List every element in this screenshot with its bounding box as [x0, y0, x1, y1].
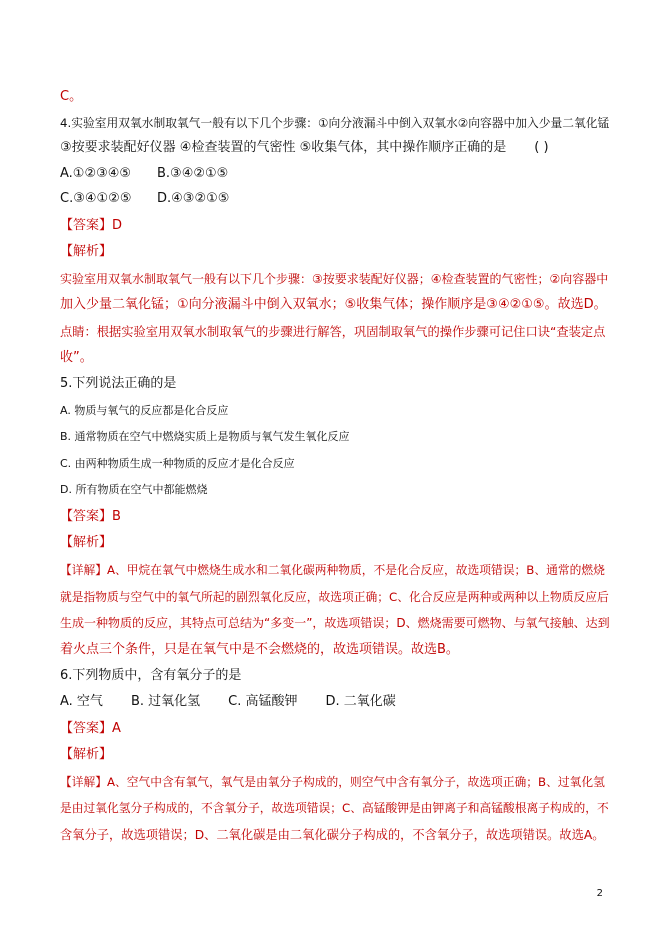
q6-detail-text1: A、空气中含有氧气，氧气是由氧分子构成的，则空气中含有氧分子，故选项正确；B、过氧化氢	[107, 775, 605, 789]
q4-stem-text: ③按要求装配好仪器 ④检查装置的气密性 ⑤收集气体，其中操作顺序正确的是	[60, 140, 507, 155]
q4-options-row2	[60, 190, 229, 208]
q4-tip-line1: 点睛：根据实验室用双氧水制取氧气的步骤进行解答，巩固制取氧气的操作步骤可记住口诀“查装定点	[60, 325, 606, 339]
q5-analysis-label: 【解析】	[60, 535, 113, 550]
q4-stem-line1: 4.实验室用双氧水制取氧气一般有以下几个步骤：①向分液漏斗中倒入双氧水②向容器中加入少量二氧化锰	[60, 116, 610, 130]
q6-options-row	[60, 693, 396, 711]
q5-option-b: B. 通常物质在空气中燃烧实质上是物质与氧气发生氧化反应	[60, 430, 350, 443]
q6-detail-line2: 是由过氧化氢分子构成的，不含氧分子，故选项错误；C、高锰酸钾是由钾离子和高锰酸根离子构成的，不	[60, 801, 609, 815]
q5-option-c: C. 由两种物质生成一种物质的反应才是化合反应	[60, 457, 295, 470]
q5-detail-line1	[60, 561, 605, 579]
q4-option-d: D.④③②①⑤	[157, 191, 230, 206]
q5-option-a: A. 物质与氧气的反应都是化合反应	[60, 404, 229, 417]
q5-detail-line2: 就是指物质与空气中的氧气所起的剧烈氧化反应，故选项正确；C、化合反应是两种或两种以上物质反应后	[60, 590, 609, 604]
q6-detail-line3: 含氧分子，故选项错误；D、二氧化碳是由二氧化碳分子构成的，不含氧分子，故选项错误。故选A。	[60, 828, 605, 842]
q4-analysis-line2: 加入少量二氧化锰；①向分液漏斗中倒入双氧水；⑤收集气体；操作顺序是③④②①⑤。故选D。	[60, 297, 607, 312]
q6-option-a: A. 空气	[60, 694, 103, 709]
q5-detail-text1: A、甲烷在氧气中燃烧生成水和二氧化碳两种物质，不是化合反应，故选项错误；B、通常的燃烧	[107, 563, 605, 577]
q6-detail-label: 【详解】	[60, 775, 107, 789]
q4-answer: 【答案】D	[60, 218, 123, 233]
q6-option-b: B. 过氧化氢	[130, 694, 201, 709]
q5-answer: 【答案】B	[60, 509, 121, 524]
q5-detail-label: 【详解】	[60, 563, 107, 577]
q5-stem: 5.下列说法正确的是	[60, 376, 177, 391]
q5-option-d: D. 所有物质在空气中都能燃烧	[60, 483, 208, 496]
q4-analysis-label: 【解析】	[60, 244, 113, 259]
q6-option-c: C. 高锰酸钾	[228, 694, 298, 709]
q4-answer-bracket: ( )	[534, 140, 549, 155]
q3-answer-tail: C。	[60, 89, 83, 104]
q4-tip-line2: 收”。	[60, 350, 93, 365]
q6-analysis-label: 【解析】	[60, 747, 113, 762]
q6-option-d: D. 二氧化碳	[325, 694, 396, 709]
q5-detail-line3: 生成一种物质的反应，其特点可总结为“多变一”，故选项错误；D、燃烧需要可燃物、与氧气接触、达到	[60, 616, 610, 630]
q4-options-row1	[60, 165, 228, 183]
q4-analysis-line1: 实验室用双氧水制取氧气一般有以下几个步骤：③按要求装配好仪器；④检查装置的气密性；②向容器中	[60, 272, 609, 286]
q5-detail-line4: 着火点三个条件，只是在氧气中是不会燃烧的，故选项错误。故选B。	[60, 642, 459, 657]
q6-answer: 【答案】A	[60, 721, 121, 736]
page-number: 2	[596, 888, 603, 899]
q6-stem: 6.下列物质中，含有氧分子的是	[60, 668, 242, 683]
q4-option-b: B.③④②①⑤	[157, 166, 229, 181]
q4-option-c: C.③④①②⑤	[60, 191, 132, 206]
q6-detail-line1	[60, 773, 605, 791]
q4-option-a: A.①②③④⑤	[60, 166, 132, 181]
q4-stem-line2	[60, 139, 549, 157]
